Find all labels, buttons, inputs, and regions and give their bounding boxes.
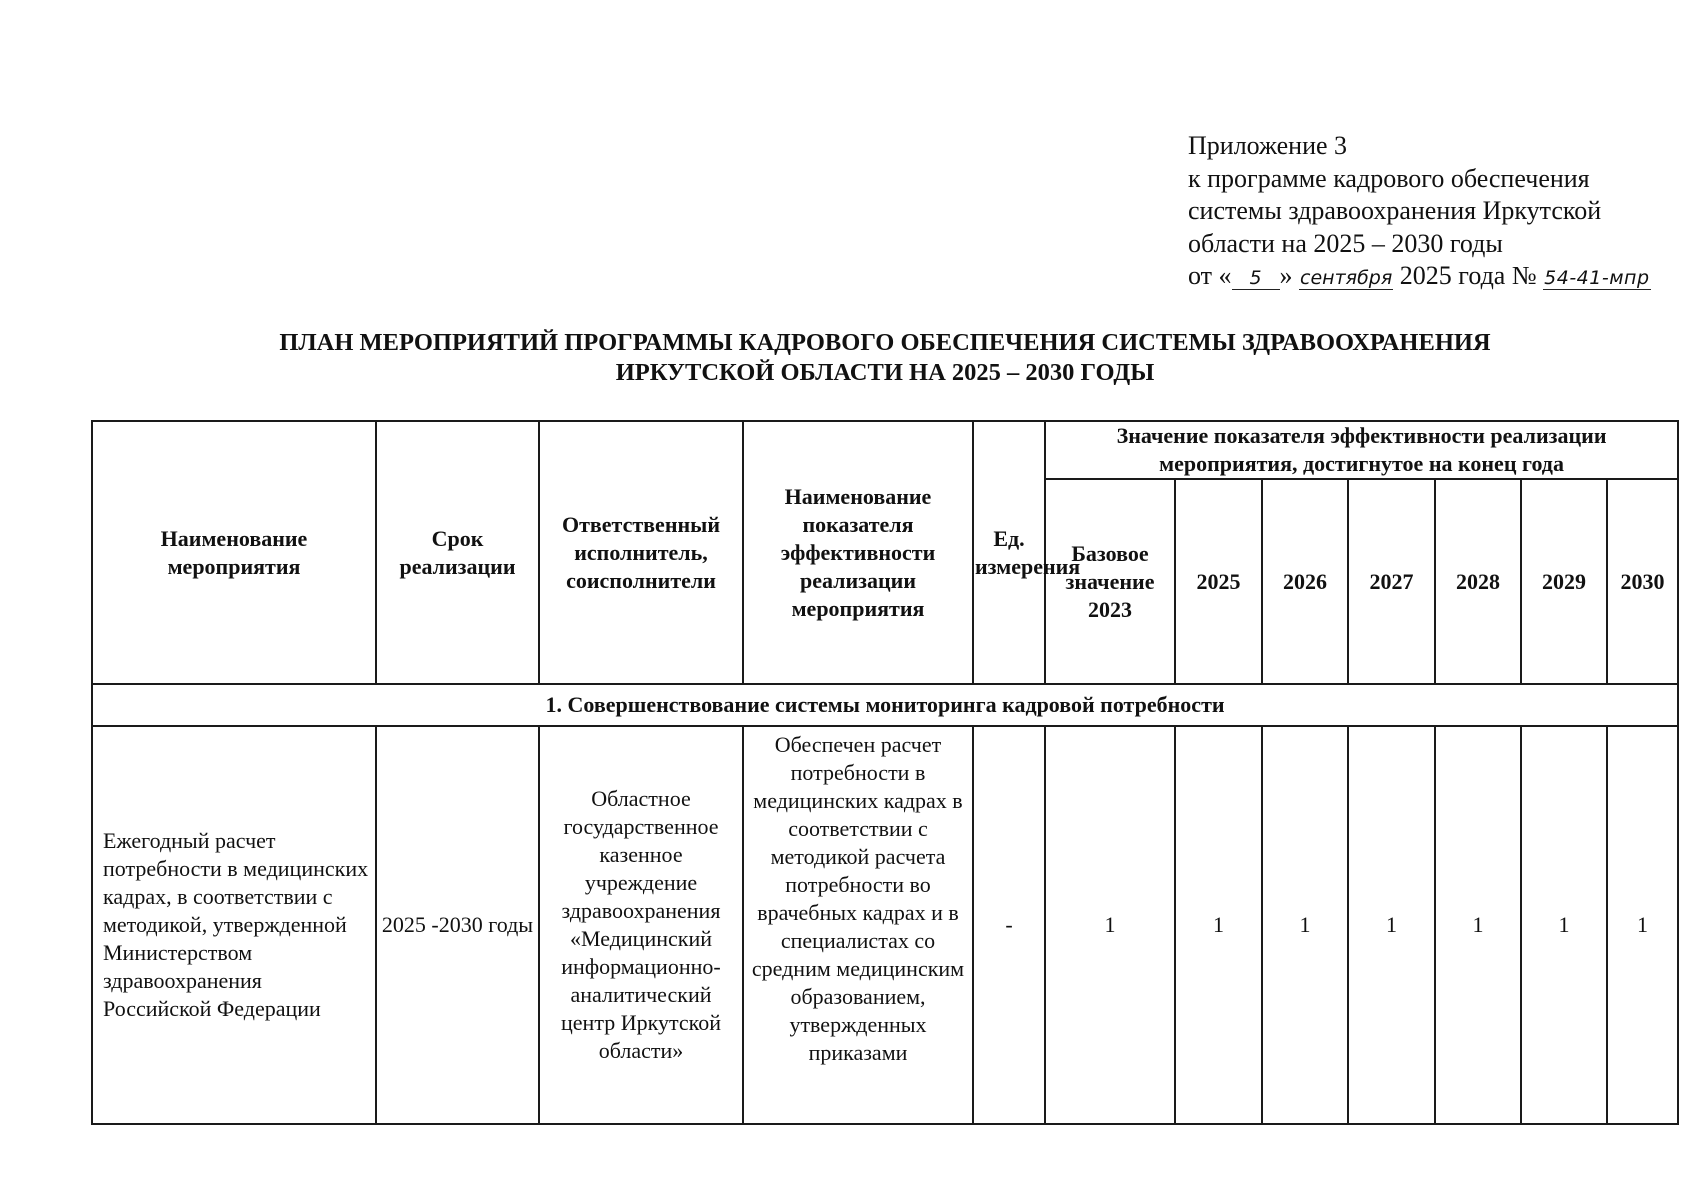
header-name: Наименование мероприятия — [92, 421, 376, 684]
header-row-1 — [92, 421, 1678, 479]
row-base: 1 — [1045, 726, 1175, 1124]
doc-number: 54-41-мпр — [1544, 267, 1650, 289]
header-year-2030: 2030 — [1607, 479, 1678, 684]
header-year-2029: 2029 — [1521, 479, 1607, 684]
row-value-2027: 1 — [1348, 726, 1435, 1124]
appendix-date-line — [1188, 260, 1651, 293]
title-line-1: ПЛАН МЕРОПРИЯТИЙ ПРОГРАММЫ КАДРОВОГО ОБЕСПЕЧЕНИЯ СИСТЕМЫ ЗДРАВООХРАНЕНИЯ — [279, 329, 1491, 356]
header-unit: Ед. измерения — [973, 421, 1045, 684]
table-row — [92, 726, 1678, 1124]
row-value-2025: 1 — [1175, 726, 1262, 1124]
header-base: Базовое значение 2023 — [1045, 479, 1175, 684]
appendix-line-1: Приложение 3 — [1188, 131, 1348, 160]
appendix-line-2: к программе кадрового обеспечения — [1188, 163, 1590, 193]
title-line-2: ИРКУТСКОЙ ОБЛАСТИ НА 2025 – 2030 ГОДЫ — [615, 359, 1155, 386]
header-indicator: Наименование показателя эффективности реализации мероприятия — [743, 421, 973, 684]
appendix-line-4: области на 2025 – 2030 годы — [1188, 228, 1503, 258]
date-close: » — [1279, 261, 1293, 290]
date-prefix: от « — [1188, 261, 1232, 290]
header-year-2025: 2025 — [1175, 479, 1262, 684]
page-title — [90, 328, 1680, 388]
row-value-2028: 1 — [1435, 726, 1521, 1124]
date-month: сентября — [1300, 267, 1393, 289]
plan-table — [91, 420, 1679, 1125]
header-term: Срок реализации — [376, 421, 539, 684]
header-year-2026: 2026 — [1262, 479, 1348, 684]
row-value-2029: 1 — [1521, 726, 1607, 1124]
header-year-2027: 2027 — [1348, 479, 1435, 684]
row-value-2026: 1 — [1262, 726, 1348, 1124]
header-values-group: Значение показателя эффективности реализации мероприятия, достигнутое на конец года — [1045, 421, 1678, 479]
row-executor: Областное государственное казенное учреждение здравоохранения «Медицинский информационно-аналитический центр Иркутской области» — [539, 726, 743, 1124]
row-name: Ежегодный расчет потребности в медицинских кадрах, в соответствии с методикой, утвержденной Министерством здравоохранения Российской Федерации — [92, 726, 376, 1124]
section-title: 1. Совершенствование системы мониторинга кадровой потребности — [92, 684, 1678, 726]
header-executor: Ответственный исполнитель, соисполнители — [539, 421, 743, 684]
date-day: 5 — [1232, 267, 1280, 290]
row-unit: - — [973, 726, 1045, 1124]
appendix-line-3: системы здравоохранения Иркутской — [1188, 196, 1602, 225]
date-year: 2025 года № — [1399, 261, 1537, 290]
row-indicator: Обеспечен расчет потребности в медицинских кадрах в соответствии с методикой расчета потребности во врачебных кадрах и в специалистах со средним медицинским образованием, утвержденных приказами — [743, 726, 973, 1124]
section-row — [92, 684, 1678, 726]
row-term: 2025 -2030 годы — [376, 726, 539, 1124]
row-value-2030: 1 — [1607, 726, 1678, 1124]
appendix-block — [1188, 130, 1651, 293]
header-year-2028: 2028 — [1435, 479, 1521, 684]
